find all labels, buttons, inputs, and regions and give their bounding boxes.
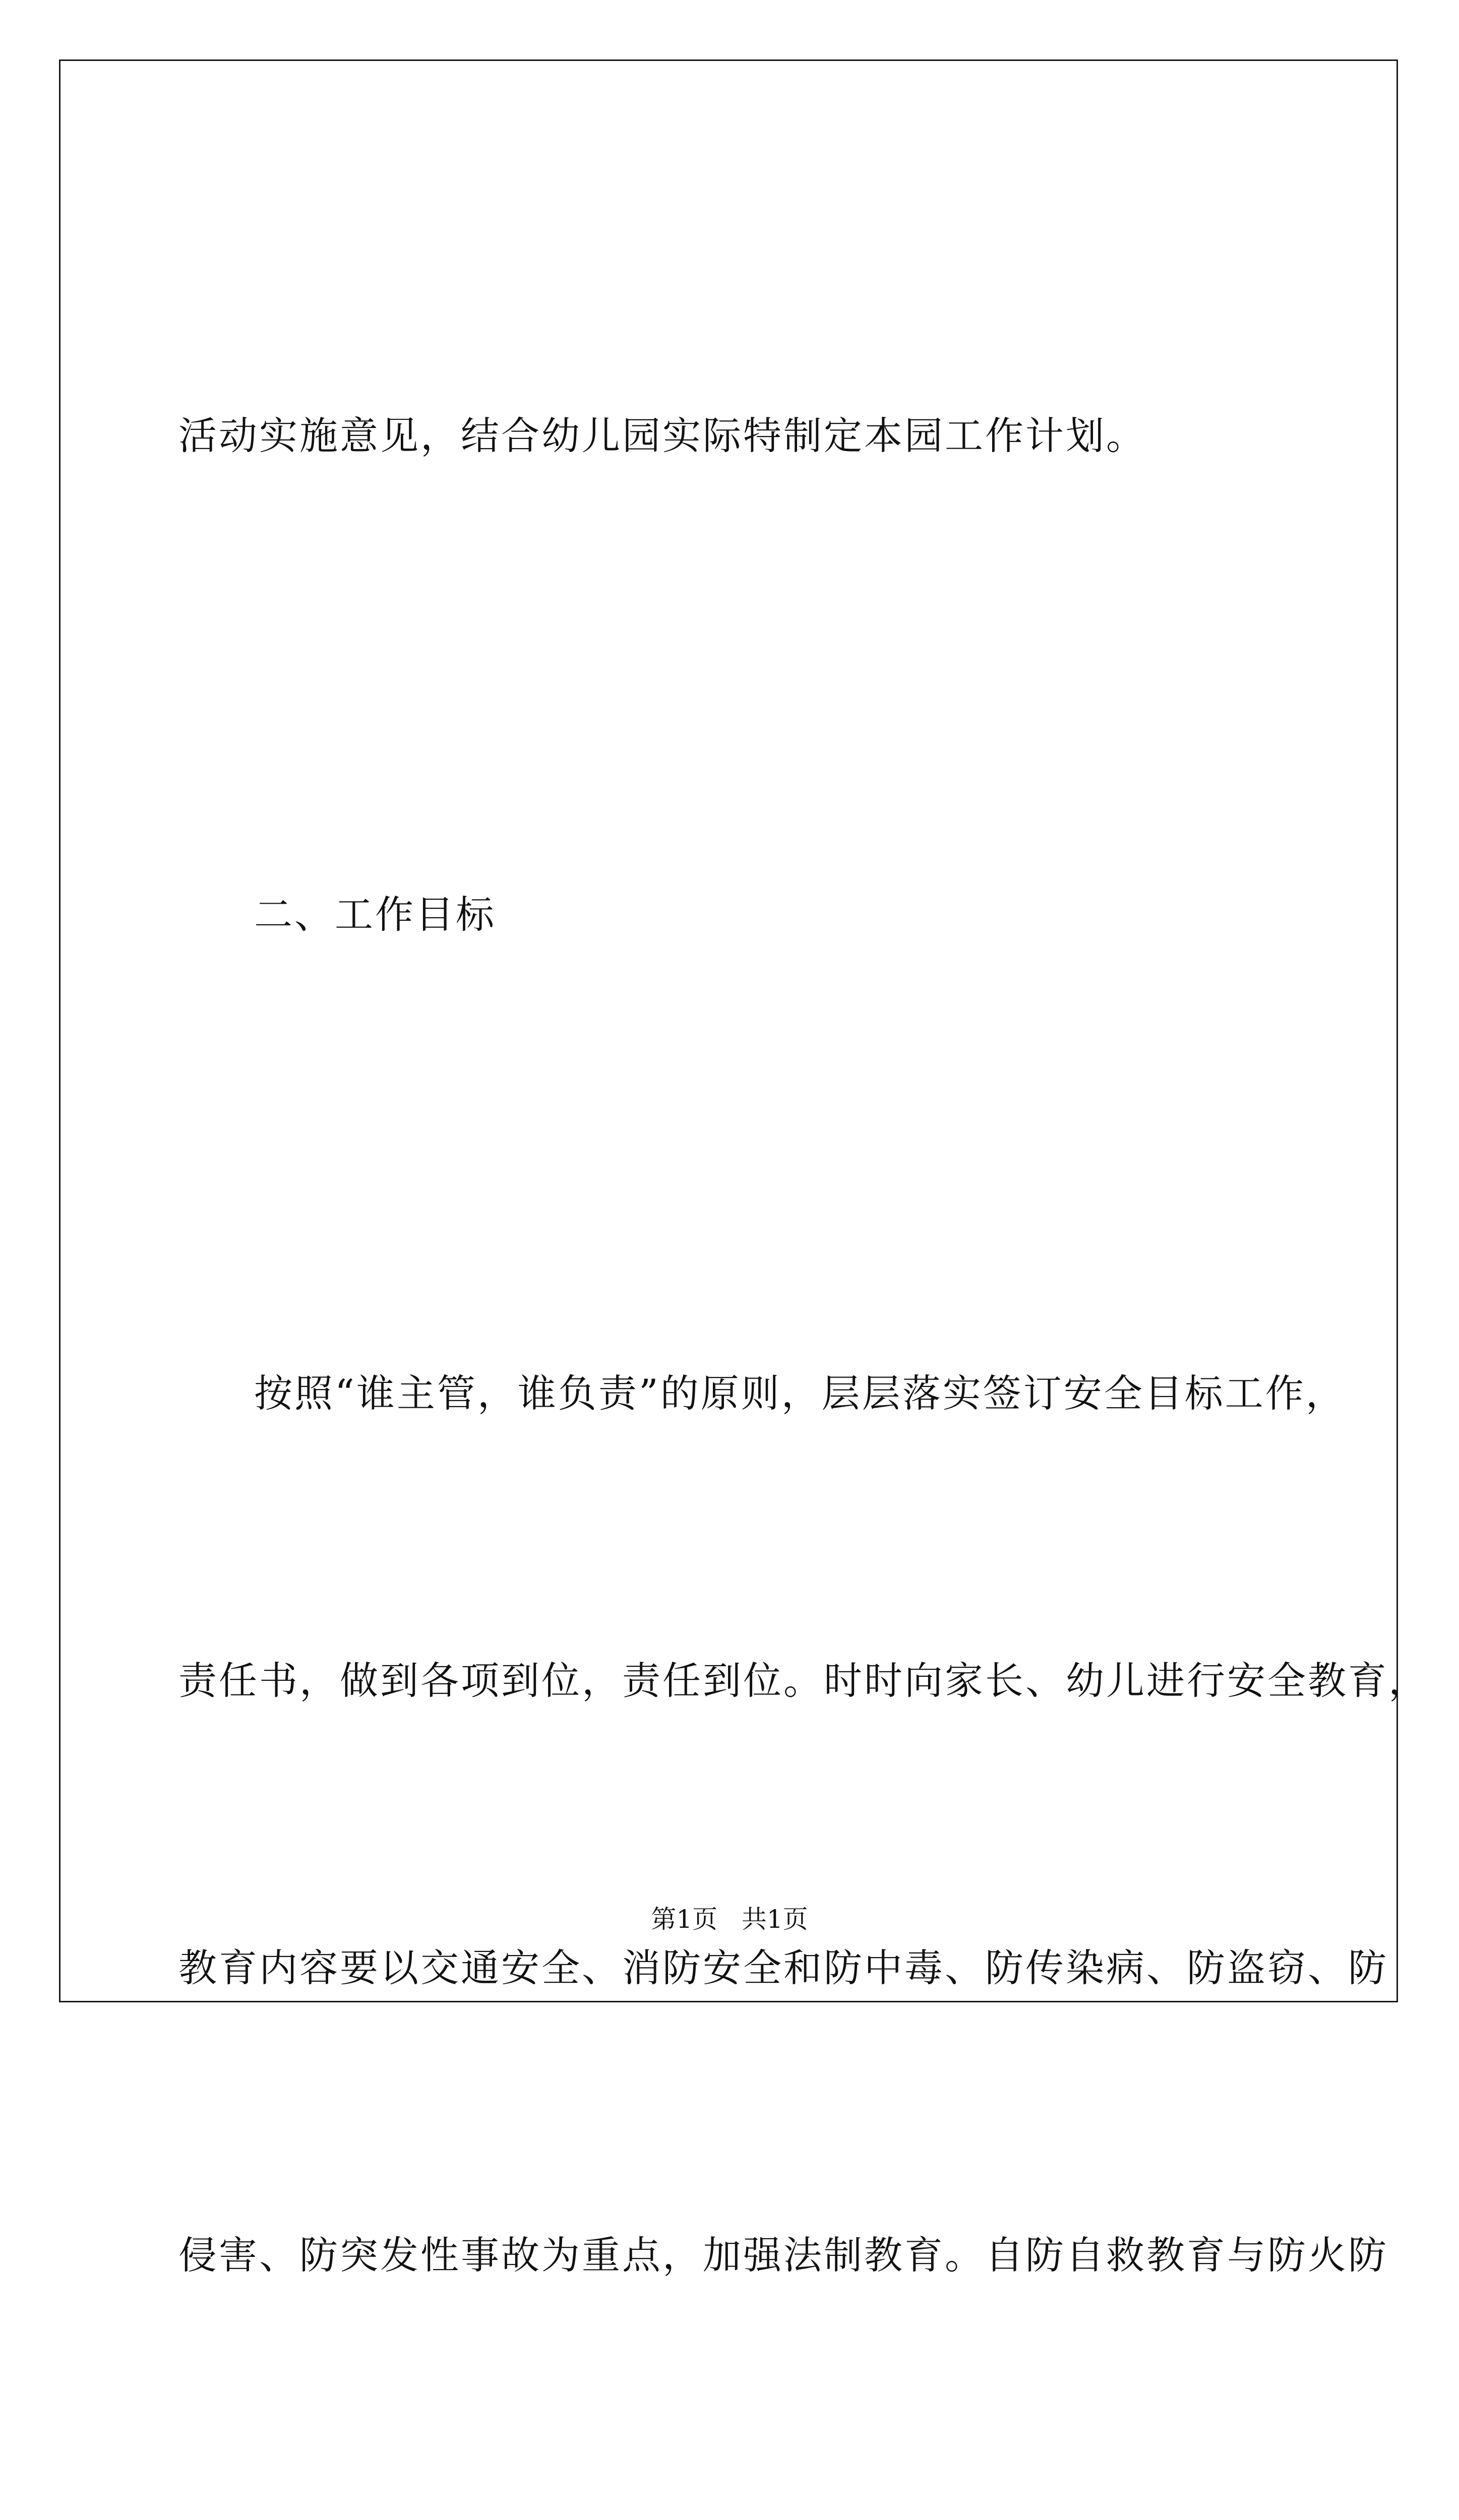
text-line: 侵害、防突发性事故为重点，加强法制教育。自防自救教育与防火防 bbox=[178, 2233, 1388, 2278]
text-line: 按照“谁主管，谁负责”的原则，层层落实签订安全目标工作， bbox=[254, 1371, 1346, 1416]
text-line bbox=[178, 2495, 1313, 2520]
document-body bbox=[178, 197, 1429, 2520]
text-line: 活动实施意见，结合幼儿园实际特制定本园工作计划。 bbox=[178, 413, 1146, 458]
text-line: 二、工作目标 bbox=[254, 892, 496, 937]
paragraph-intro bbox=[178, 197, 1313, 675]
page-number: 第1页 共1页 bbox=[651, 1905, 808, 1934]
text-line: 教育内容要以交通安全、消防安全和防中毒、防传染病、防盗窃、防 bbox=[178, 1945, 1388, 1990]
text-line: 责任书，做到各项到位，责任到位。时时向家长、幼儿进行安全教育， bbox=[178, 1658, 1429, 1703]
paragraph-goals bbox=[178, 1154, 1429, 2520]
page-footer bbox=[0, 1904, 1459, 1934]
section-heading-goals bbox=[178, 675, 1313, 1154]
